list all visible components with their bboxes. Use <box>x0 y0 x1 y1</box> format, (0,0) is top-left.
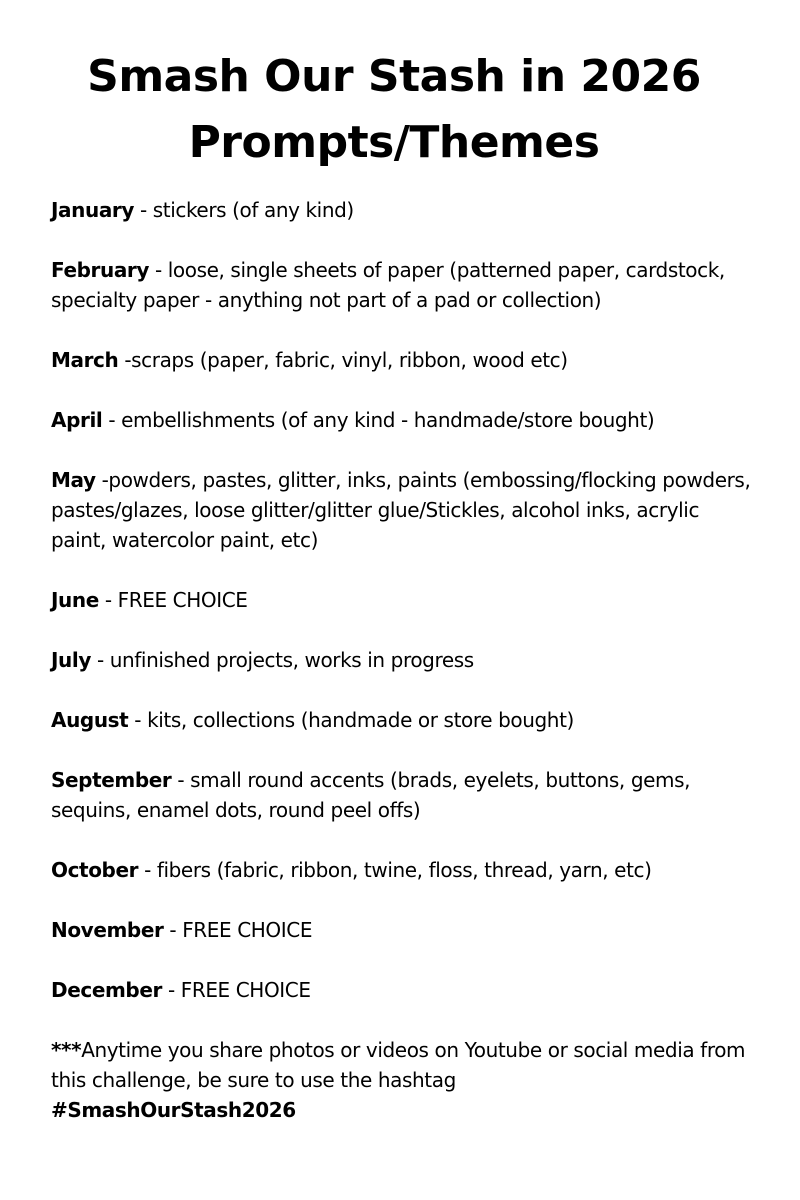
month-entry-march <box>51 345 751 375</box>
note-stars: *** <box>51 1038 82 1062</box>
month-entry-january <box>51 195 751 225</box>
month-name: November <box>51 918 164 942</box>
month-prompt: - loose, single sheets of paper (patterned paper, cardstock, specialty paper - anything not part of a pad or collection) <box>51 258 725 312</box>
month-name: September <box>51 768 172 792</box>
month-name: December <box>51 978 162 1002</box>
page-title <box>0 44 788 176</box>
month-name: March <box>51 348 119 372</box>
month-prompt: - fibers (fabric, ribbon, twine, floss, thread, yarn, etc) <box>138 858 652 882</box>
month-entry-may <box>51 465 751 555</box>
month-name: October <box>51 858 139 882</box>
month-name: June <box>51 588 99 612</box>
prompt-list <box>51 195 751 1125</box>
month-entry-april <box>51 405 751 435</box>
month-prompt: - stickers (of any kind) <box>134 198 354 222</box>
month-entry-august <box>51 705 751 735</box>
month-prompt: -scraps (paper, fabric, vinyl, ribbon, wood etc) <box>118 348 568 372</box>
hashtag-note <box>51 1035 751 1125</box>
month-prompt: - FREE CHOICE <box>98 588 248 612</box>
month-prompt: - embellishments (of any kind - handmade/store bought) <box>102 408 655 432</box>
month-prompt: - small round accents (brads, eyelets, buttons, gems, sequins, enamel dots, round peel offs) <box>51 768 691 822</box>
month-prompt: -powders, pastes, glitter, inks, paints (embossing/flocking powders, pastes/glazes, loose glitter/glitter glue/Stickles, alcohol inks, acrylic paint, watercolor paint, etc) <box>51 468 751 552</box>
month-prompt: - kits, collections (handmade or store bought) <box>128 708 574 732</box>
month-name: July <box>51 648 91 672</box>
title-line-1: Smash Our Stash in 2026 <box>87 51 701 102</box>
month-name: February <box>51 258 150 282</box>
title-line-2: Prompts/Themes <box>188 117 600 168</box>
month-name: August <box>51 708 129 732</box>
month-entry-october <box>51 855 751 885</box>
month-entry-december <box>51 975 751 1005</box>
hashtag: #SmashOurStash2026 <box>51 1098 296 1122</box>
month-prompt: - FREE CHOICE <box>163 918 313 942</box>
month-name: April <box>51 408 103 432</box>
month-prompt: - FREE CHOICE <box>161 978 311 1002</box>
month-entry-november <box>51 915 751 945</box>
month-name: January <box>51 198 135 222</box>
month-name: May <box>51 468 96 492</box>
month-prompt: - unfinished projects, works in progress <box>90 648 474 672</box>
month-entry-september <box>51 765 751 825</box>
note-text: Anytime you share photos or videos on Youtube or social media from this challenge, be sure to use the hashtag <box>51 1038 746 1092</box>
month-entry-february <box>51 255 751 315</box>
month-entry-june <box>51 585 751 615</box>
month-entry-july <box>51 645 751 675</box>
